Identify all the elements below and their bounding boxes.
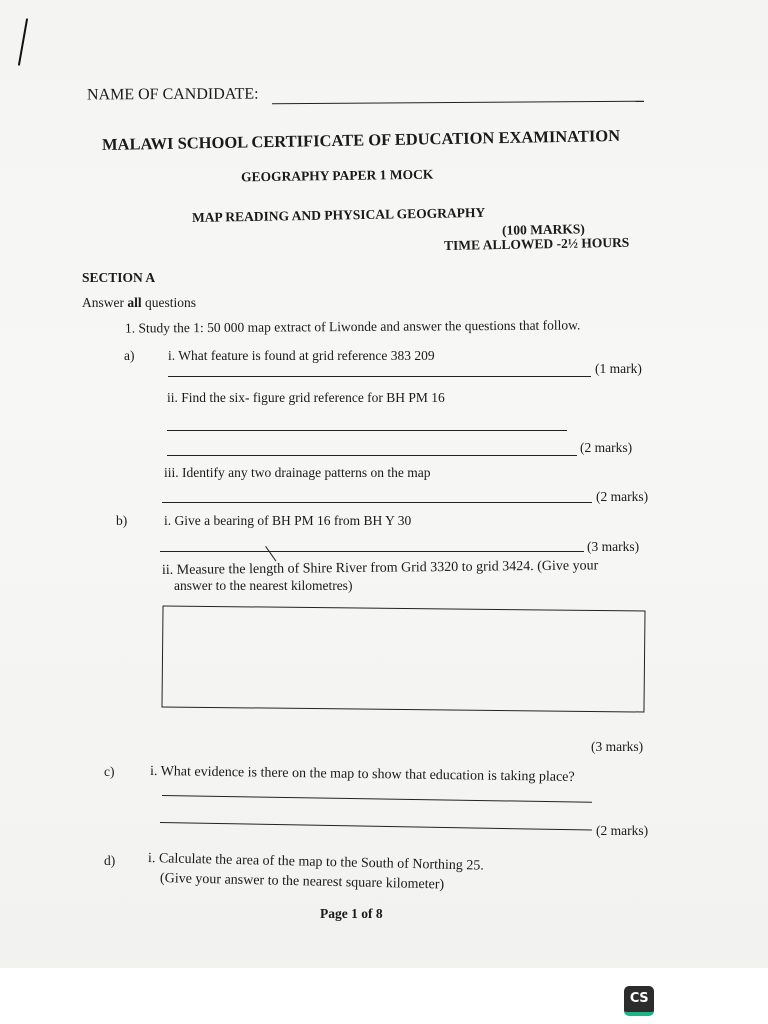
pen-stroke — [18, 18, 28, 66]
q-b-ii-text-line2: answer to the nearest kilometres) — [174, 578, 353, 593]
candidate-name-line — [272, 101, 644, 105]
part-a-label: a) — [124, 348, 135, 363]
q-a-ii-text: ii. Find the six- figure grid reference for BH PM 16 — [167, 390, 445, 405]
answer-box — [161, 605, 645, 712]
question-1-intro: 1. Study the 1: 50 000 map extract of Liwonde and answer the questions that follow. — [124, 317, 581, 336]
q-b-i-marks: (3 marks) — [587, 539, 640, 554]
q-c-i-text: i. What evidence is there on the map to show that education is taking place? — [149, 764, 575, 785]
q-b-i-text: i. Give a bearing of BH PM 16 from BH Y 30 — [164, 513, 412, 528]
section-instruction: Answer all questions — [82, 295, 197, 310]
q-d-i-text-line1: i. Calculate the area of the map to the South of Northing 25. — [147, 851, 485, 874]
q-a-ii-marks: (2 marks) — [580, 440, 633, 455]
q-c-i-marks: (2 marks) — [596, 823, 649, 838]
part-c-label: c) — [104, 764, 115, 779]
subject-title: MAP READING AND PHYSICAL GEOGRAPHY — [191, 204, 486, 225]
q-a-iii-text: iii. Identify any two drainage patterns on the map — [164, 465, 431, 480]
answer-line — [160, 822, 592, 831]
q-d-i-text-line2: (Give your answer to the nearest square kilometer) — [159, 871, 445, 893]
page-number: Page 1 of 8 — [320, 906, 383, 921]
section-title: SECTION A — [82, 270, 156, 285]
answer-line — [162, 795, 592, 803]
answer-line — [162, 502, 592, 503]
time-allowed: TIME ALLOWED -2½ HOURS — [443, 234, 630, 253]
part-d-label: d) — [104, 853, 116, 868]
candidate-name-label: NAME OF CANDIDATE: — [86, 85, 259, 104]
pencil-tick — [265, 546, 276, 561]
q-a-i-text: i. What feature is found at grid reference 383 209 — [168, 348, 435, 363]
answer-line — [167, 430, 567, 431]
answer-line — [160, 551, 584, 552]
paper-title: GEOGRAPHY PAPER 1 MOCK — [240, 166, 434, 185]
q-b-ii-text-line1: ii. Measure the length of Shire River from Grid 3320 to grid 3424. (Give your — [161, 558, 599, 578]
part-b-label: b) — [116, 513, 128, 528]
total-marks: (100 MARKS) — [501, 221, 585, 238]
answer-line — [167, 455, 577, 456]
exam-title: MALAWI SCHOOL CERTIFICATE OF EDUCATION EXAMINATION — [101, 125, 621, 154]
camscanner-logo-icon: CS — [624, 986, 654, 1016]
answer-line — [168, 376, 591, 377]
q-a-i-marks: (1 mark) — [595, 361, 642, 376]
q-a-iii-marks: (2 marks) — [596, 489, 649, 504]
q-b-ii-marks: (3 marks) — [591, 739, 644, 754]
